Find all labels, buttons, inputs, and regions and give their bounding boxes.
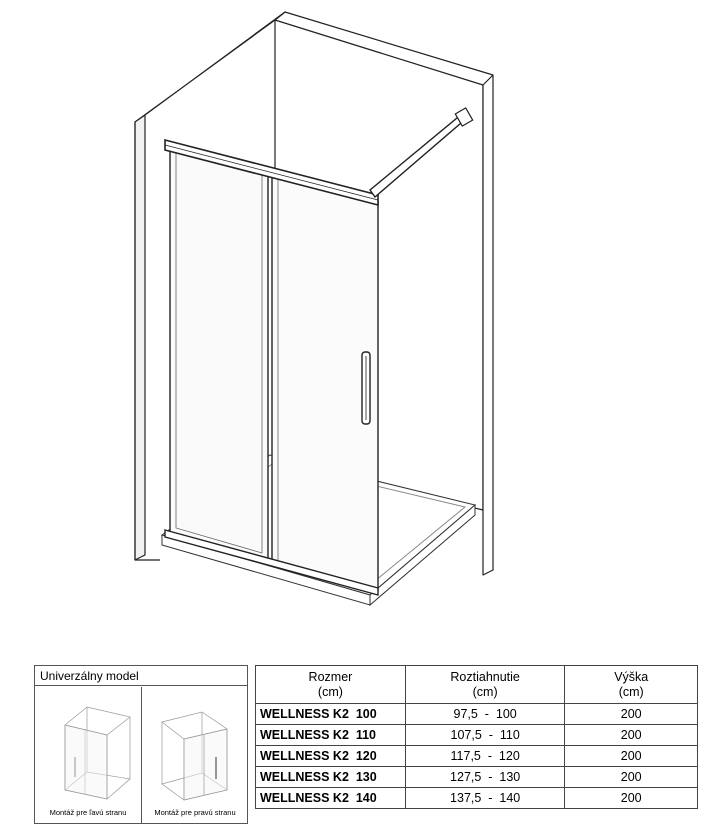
model-name: WELLNESS K2 100 — [256, 704, 406, 725]
universal-model-box — [34, 665, 248, 824]
height-value: 200 — [565, 767, 698, 788]
header-extension: Roztiahnutie (cm) — [405, 666, 565, 704]
height-value: 200 — [565, 788, 698, 809]
table-row — [256, 725, 698, 746]
extension-value: 97,5 - 100 — [405, 704, 565, 725]
height-value: 200 — [565, 704, 698, 725]
extension-value: 137,5 - 140 — [405, 788, 565, 809]
height-value: 200 — [565, 746, 698, 767]
right-mount-drawing — [142, 687, 248, 807]
extension-value: 107,5 - 110 — [405, 725, 565, 746]
model-name: WELLNESS K2 120 — [256, 746, 406, 767]
right-mount-caption: Montáž pre pravú stranu — [154, 808, 236, 817]
header-size: Rozmer (cm) — [256, 666, 406, 704]
right-wall — [483, 75, 493, 575]
model-title: Univerzálny model — [35, 666, 247, 686]
left-mount-caption: Montáž pre ľavú stranu — [49, 808, 127, 817]
table-row — [256, 788, 698, 809]
extension-value: 117,5 - 120 — [405, 746, 565, 767]
left-mount-drawing — [35, 687, 141, 807]
left-mount-illustration — [35, 687, 142, 823]
model-name: WELLNESS K2 130 — [256, 767, 406, 788]
header-height: Výška (cm) — [565, 666, 698, 704]
model-name: WELLNESS K2 140 — [256, 788, 406, 809]
height-value: 200 — [565, 725, 698, 746]
table-header-row — [256, 666, 698, 704]
right-mount-illustration — [142, 687, 248, 823]
table-row — [256, 704, 698, 725]
table-row — [256, 767, 698, 788]
left-wall — [135, 12, 285, 122]
specs-table — [255, 665, 698, 809]
table-row — [256, 746, 698, 767]
model-name: WELLNESS K2 110 — [256, 725, 406, 746]
extension-value: 127,5 - 130 — [405, 767, 565, 788]
